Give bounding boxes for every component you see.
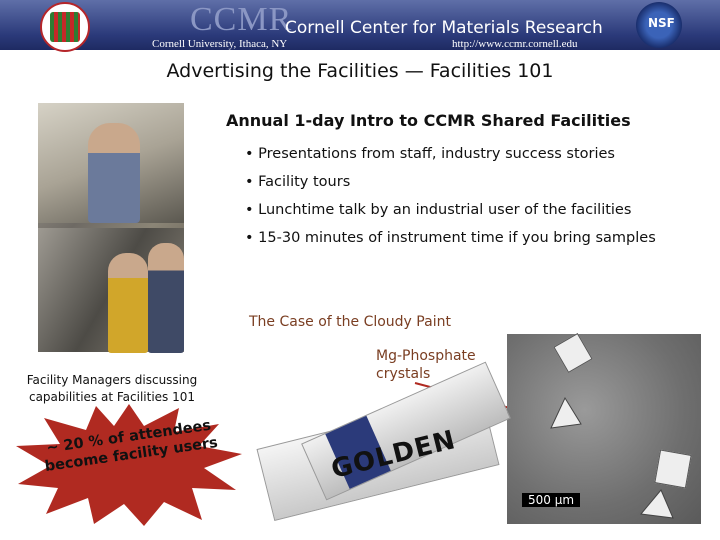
tube-brand: GOLDEN: [328, 425, 459, 485]
crystal-label: Mg-Phosphate crystals: [376, 348, 476, 382]
nsf-logo-icon: NSF: [636, 2, 682, 48]
bullet-item: • Presentations from staff, industry success stories: [245, 146, 615, 162]
bullet-item: • 15-30 minutes of instrument time if you bring samples: [245, 230, 656, 246]
center-name: Cornell Center for Materials Research: [285, 18, 603, 38]
header-url: http://www.ccmr.cornell.edu: [452, 38, 578, 50]
scale-bar: 500 µm: [522, 493, 580, 507]
bullet-item: • Facility tours: [245, 174, 351, 190]
case-title: The Case of the Cloudy Paint: [249, 314, 451, 330]
slide-title: Advertising the Facilities — Facilities 101: [166, 60, 554, 82]
sem-micrograph: [507, 334, 701, 524]
bullet-item: • Lunchtime talk by an industrial user of the facilities: [245, 202, 632, 218]
attendees-stat: ~ 20 % of attendees become facility users: [43, 417, 219, 475]
university-name: Cornell University, Ithaca, NY: [152, 38, 288, 50]
ccmr-wordmark: CCMR: [190, 1, 293, 38]
subheading: Annual 1-day Intro to CCMR Shared Facilities: [226, 111, 631, 130]
photo-caption: Facility Managers discussing capabilities at Facilities 101: [26, 373, 198, 404]
